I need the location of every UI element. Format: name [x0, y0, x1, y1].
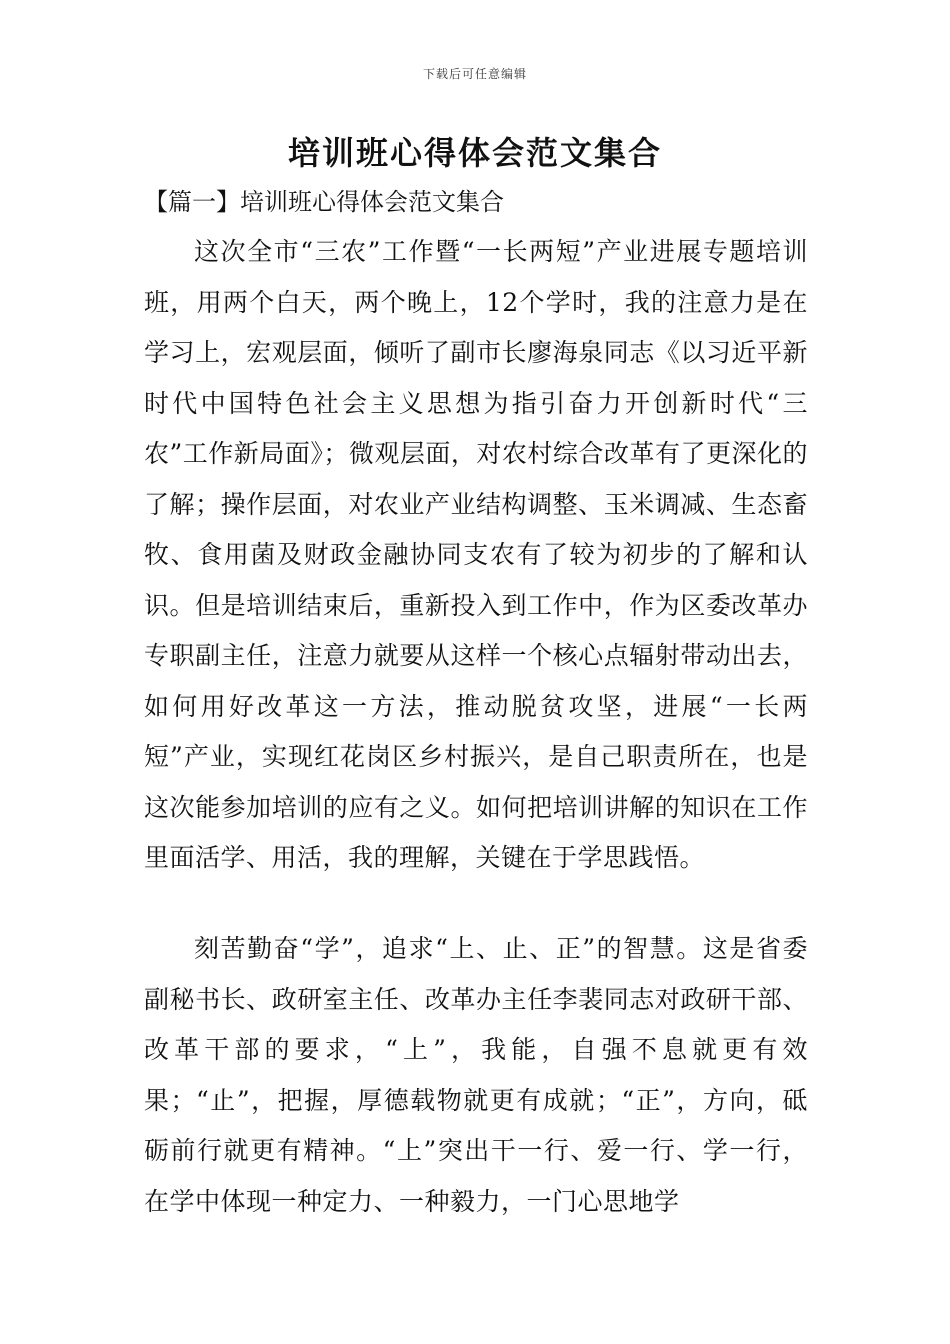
- header-note: 下载后可任意编辑: [422, 67, 527, 81]
- document-title: 培训班心得体会范文集合: [287, 134, 662, 172]
- body-paragraph-2: 刻苦勤奋“学”，追求“上、止、正”的智慧。这是省委副秘书长、政研室主任、改革办主任李裴同志对政研干部、改革干部的要求，“上”，我能，自强不息就更有效果；“止”，把握，厚德载物就更有成就；“正”，方向，砥砺前行就更有精神。“上”突出干一行、爱一行、学一行，在学中体现一种定力、一种毅力，一门心思地学: [144, 934, 808, 1216]
- section-heading: 【篇一】培训班心得体会范文集合: [144, 188, 504, 216]
- body-paragraph-1: 这次全市“三农”工作暨“一长两短”产业进展专题培训班，用两个白天，两个晚上，12个学时，我的注意力是在学习上，宏观层面，倾听了副市长廖海泉同志《以习近平新时代中国特色社会主义思想为指引奋力开创新时代“三农”工作新局面》；微观层面，对农村综合改革有了更深化的了解；操作层面，对农业产业结构调整、玉米调减、生态畜牧、食用菌及财政金融协同支农有了较为初步的了解和认识。但是培训结束后，重新投入到工作中，作为区委改革办专职副主任，注意力就要从这样一个核心点辐射带动出去，如何用好改革这一方法，推动脱贫攻坚，进展“一长两短”产业，实现红花岗区乡村振兴，是自己职责所在，也是这次能参加培训的应有之义。如何把培训讲解的知识在工作里面活学、用活，我的理解，关键在于学思践悟。: [144, 237, 808, 872]
